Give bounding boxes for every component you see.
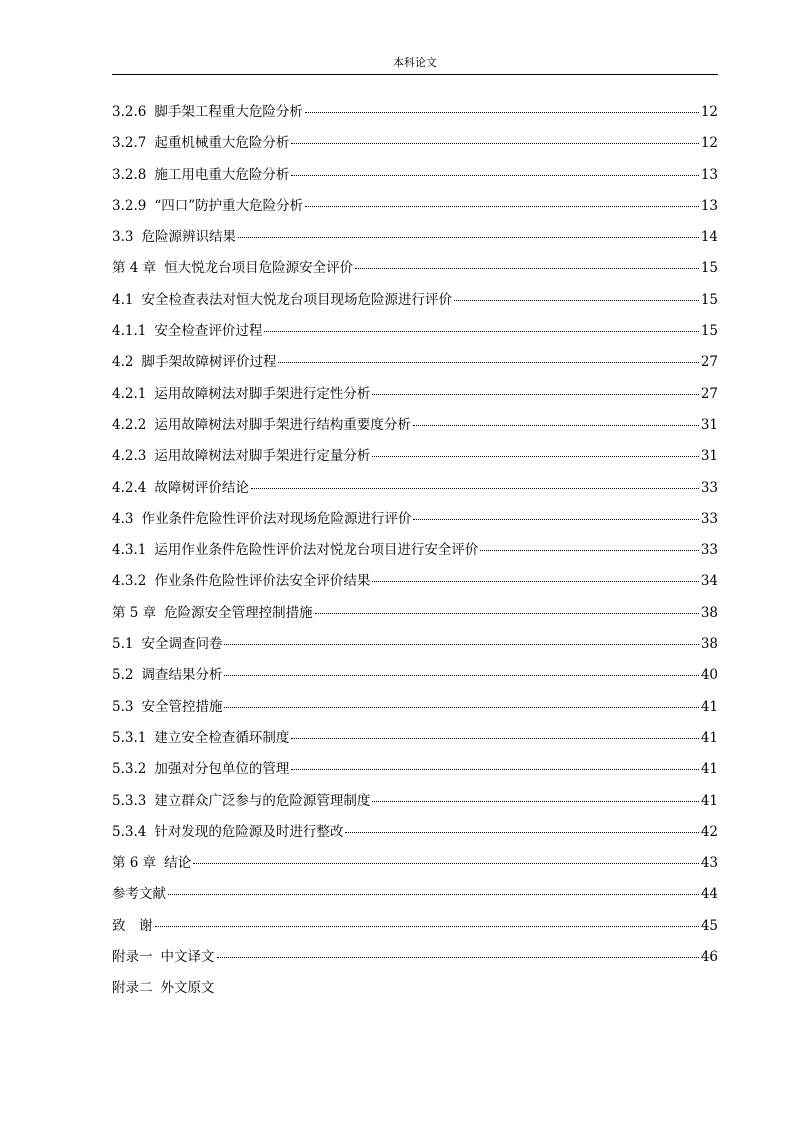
toc-entry-number: 4.1.1	[112, 323, 147, 340]
toc-entry-title: 脚手架故障树评价过程	[141, 354, 277, 371]
toc-entry-page: 38	[700, 636, 718, 653]
toc-entry-label	[112, 911, 153, 942]
toc-entry-label	[112, 504, 411, 535]
toc-entry-page: 27	[700, 385, 718, 402]
toc-entry-label	[112, 191, 303, 222]
header-rule	[112, 74, 718, 75]
toc-entry[interactable]	[112, 285, 718, 316]
toc-entry-number: 附录一	[112, 949, 153, 966]
toc-entry-label	[112, 879, 166, 910]
toc-entry-label	[112, 942, 215, 973]
toc-entry-label	[112, 848, 191, 879]
toc-entry[interactable]	[112, 191, 718, 222]
toc-entry-label	[112, 222, 236, 253]
toc-dot-leader	[264, 331, 698, 332]
toc-entry-number: 4.1	[112, 291, 134, 308]
toc-entry-page: 15	[700, 291, 718, 308]
toc-dot-leader	[193, 863, 699, 864]
toc-entry-label	[112, 535, 478, 566]
toc-dot-leader	[345, 832, 698, 833]
toc-dot-leader	[291, 143, 698, 144]
toc-entry-label	[112, 817, 343, 848]
toc-entry[interactable]	[112, 379, 718, 410]
toc-entry-label	[112, 441, 370, 472]
toc-entry-label	[112, 973, 215, 1004]
toc-entry-title: 结论	[164, 855, 192, 872]
toc-entry-title: 施工用电重大危险分析	[154, 166, 290, 183]
toc-entry[interactable]	[112, 473, 718, 504]
toc-entry[interactable]	[112, 660, 718, 691]
toc-dot-leader	[372, 581, 698, 582]
toc-entry-page: 33	[700, 510, 718, 527]
toc-entry-title: 运用作业条件危险性评价法对悦龙台项目进行安全评价	[154, 542, 479, 559]
toc-entry[interactable]	[112, 410, 718, 441]
toc-entry-label	[112, 253, 353, 284]
toc-entry[interactable]	[112, 942, 718, 973]
page-header-title: 本科论文	[393, 56, 437, 69]
toc-entry-label	[112, 473, 249, 504]
toc-dot-leader	[168, 894, 699, 895]
toc-entry-title: “四口”防护重大危险分析	[154, 197, 304, 214]
toc-entry[interactable]	[112, 441, 718, 472]
toc-entry-page: 15	[700, 323, 718, 340]
toc-entry-page: 14	[700, 229, 718, 246]
toc-dot-leader	[305, 206, 699, 207]
toc-entry-label	[112, 128, 289, 159]
toc-entry-page: 12	[700, 135, 718, 152]
toc-entry-page: 45	[700, 917, 718, 934]
toc-dot-leader	[291, 738, 698, 739]
toc-entry-number: 第 4 章	[112, 260, 157, 277]
toc-entry-number: 5.1	[112, 636, 134, 653]
toc-entry[interactable]	[112, 817, 718, 848]
toc-entry-number: 3.2.8	[112, 166, 147, 183]
toc-entry-page: 44	[700, 886, 718, 903]
toc-entry-number: 4.2.3	[112, 448, 147, 465]
toc-dot-leader	[224, 644, 698, 645]
toc-entry-label	[112, 379, 370, 410]
toc-entry-title: 安全检查表法对恒大悦龙台项目现场危险源进行评价	[141, 291, 452, 308]
toc-entry-label	[112, 410, 411, 441]
toc-entry-label	[112, 285, 452, 316]
toc-entry-number: 3.2.9	[112, 197, 147, 214]
toc-dot-leader	[278, 362, 698, 363]
toc-entry[interactable]	[112, 222, 718, 253]
toc-entry[interactable]	[112, 253, 718, 284]
toc-entry-number: 5.3.3	[112, 792, 147, 809]
toc-entry-number: 5.3.2	[112, 761, 147, 778]
toc-entry-title: 安全检查评价过程	[154, 323, 263, 340]
toc-entry-page: 15	[700, 260, 718, 277]
toc-entry-page: 41	[700, 792, 718, 809]
toc-entry-label	[112, 566, 370, 597]
toc-entry-number: 4.2	[112, 354, 134, 371]
toc-entry[interactable]	[112, 754, 718, 785]
toc-entry-number: 4.2.1	[112, 385, 147, 402]
toc-dot-leader	[372, 456, 698, 457]
toc-dot-leader	[480, 550, 698, 551]
toc-entry[interactable]	[112, 911, 718, 942]
toc-entry-title: 致 谢	[112, 917, 153, 934]
toc-entry-title: 作业条件危险性评价法对现场危险源进行评价	[141, 510, 412, 527]
toc-entry-label	[112, 598, 313, 629]
toc-entry-page: 27	[700, 354, 718, 371]
toc-entry-title: 建立群众广泛参与的危险源管理制度	[154, 792, 371, 809]
toc-entry-page: 46	[700, 949, 718, 966]
toc-entry[interactable]	[112, 347, 718, 378]
toc-entry-title: 安全调查问卷	[141, 636, 223, 653]
toc-entry-number: 5.2	[112, 667, 134, 684]
toc-dot-leader	[217, 957, 699, 958]
toc-entry-label	[112, 692, 222, 723]
toc-entry-number: 4.2.4	[112, 479, 147, 496]
toc-entry-title: 参考文献	[112, 886, 166, 903]
toc-entry-label	[112, 347, 276, 378]
toc-entry-page: 43	[700, 855, 718, 872]
toc-entry-label	[112, 786, 370, 817]
toc-dot-leader	[305, 112, 699, 113]
toc-entry[interactable]	[112, 535, 718, 566]
toc-entry[interactable]	[112, 160, 718, 191]
toc-dot-leader	[372, 394, 698, 395]
toc-dot-leader	[224, 675, 698, 676]
toc-entry-title: 危险源安全管理控制措施	[164, 604, 313, 621]
toc-entry-title: 运用故障树法对脚手架进行定性分析	[154, 385, 371, 402]
toc-entry[interactable]	[112, 504, 718, 535]
toc-entry-title: 危险源辨识结果	[141, 229, 236, 246]
toc-entry-page: 41	[700, 698, 718, 715]
toc-entry-title: 中文译文	[160, 949, 215, 966]
toc-entry-page: 33	[700, 479, 718, 496]
toc-entry-title: 建立安全检查循环制度	[154, 729, 290, 746]
toc-entry-label	[112, 316, 262, 347]
toc-entry-number: 4.3.1	[112, 542, 147, 559]
toc-entry-page: 41	[700, 761, 718, 778]
toc-entry-title: 运用故障树法对脚手架进行结构重要度分析	[154, 416, 411, 433]
toc-dot-leader	[291, 769, 698, 770]
toc-entry[interactable]	[112, 973, 718, 1004]
toc-entry-title: 起重机械重大危险分析	[154, 135, 290, 152]
table-of-contents	[112, 97, 718, 1005]
toc-entry-page: 31	[700, 448, 718, 465]
toc-dot-leader	[238, 237, 699, 238]
toc-dot-leader	[372, 801, 698, 802]
toc-entry-title: 作业条件危险性评价法安全评价结果	[154, 573, 371, 590]
toc-dot-leader	[315, 613, 699, 614]
toc-entry-title: 恒大悦龙台项目危险源安全评价	[164, 260, 354, 277]
toc-entry-page: 38	[700, 604, 718, 621]
toc-entry-number: 5.3.1	[112, 729, 147, 746]
toc-dot-leader	[291, 175, 698, 176]
toc-entry-number: 5.3.4	[112, 823, 147, 840]
toc-entry-number: 4.3	[112, 510, 134, 527]
toc-entry[interactable]	[112, 128, 718, 159]
toc-entry-page: 40	[700, 667, 718, 684]
toc-entry-number: 3.2.7	[112, 135, 147, 152]
toc-entry-title: 调查结果分析	[141, 667, 223, 684]
toc-entry-number: 3.3	[112, 229, 134, 246]
toc-entry-number: 5.3	[112, 698, 134, 715]
toc-entry-label	[112, 660, 222, 691]
toc-dot-leader	[413, 425, 699, 426]
toc-entry-title: 运用故障树法对脚手架进行定量分析	[154, 448, 371, 465]
toc-entry[interactable]	[112, 598, 718, 629]
toc-dot-leader	[224, 707, 698, 708]
toc-entry-page: 34	[700, 573, 718, 590]
toc-entry-number: 第 6 章	[112, 855, 157, 872]
toc-entry-number: 4.3.2	[112, 573, 147, 590]
toc-entry-page: 42	[700, 823, 718, 840]
toc-entry[interactable]	[112, 786, 718, 817]
toc-entry[interactable]	[112, 97, 718, 128]
toc-entry[interactable]	[112, 723, 718, 754]
toc-entry-title: 脚手架工程重大危险分析	[154, 104, 303, 120]
toc-entry-title: 安全管控措施	[141, 698, 223, 715]
toc-dot-leader	[413, 519, 698, 520]
toc-entry-page: 13	[700, 197, 718, 214]
toc-entry-number: 4.2.2	[112, 416, 147, 433]
toc-entry-number: 附录二	[112, 980, 153, 997]
toc-entry-label	[112, 160, 289, 191]
toc-entry[interactable]	[112, 629, 718, 660]
toc-entry-page: 13	[700, 166, 718, 183]
toc-entry-label	[112, 629, 222, 660]
toc-dot-leader	[155, 926, 699, 927]
toc-entry-page: 41	[700, 729, 718, 746]
toc-entry-title: 加强对分包单位的管理	[154, 761, 290, 778]
toc-entry-number: 3.2.6	[112, 104, 147, 120]
toc-dot-leader	[355, 268, 699, 269]
toc-entry[interactable]	[112, 848, 718, 879]
toc-entry-number: 第 5 章	[112, 604, 157, 621]
toc-entry[interactable]	[112, 316, 718, 347]
toc-dot-leader	[454, 300, 699, 301]
toc-entry[interactable]	[112, 692, 718, 723]
toc-entry-label	[112, 754, 289, 785]
toc-entry-page: 33	[700, 542, 718, 559]
toc-entry-title: 故障树评价结论	[154, 479, 249, 496]
toc-entry[interactable]	[112, 566, 718, 597]
toc-dot-leader	[251, 488, 699, 489]
toc-entry[interactable]	[112, 879, 718, 910]
toc-entry-title: 外文原文	[160, 980, 215, 997]
toc-entry-title: 针对发现的危险源及时进行整改	[154, 823, 344, 840]
toc-entry-label	[112, 97, 303, 128]
toc-entry-page: 12	[700, 104, 718, 120]
toc-entry-label	[112, 723, 289, 754]
toc-entry-page: 31	[700, 416, 718, 433]
